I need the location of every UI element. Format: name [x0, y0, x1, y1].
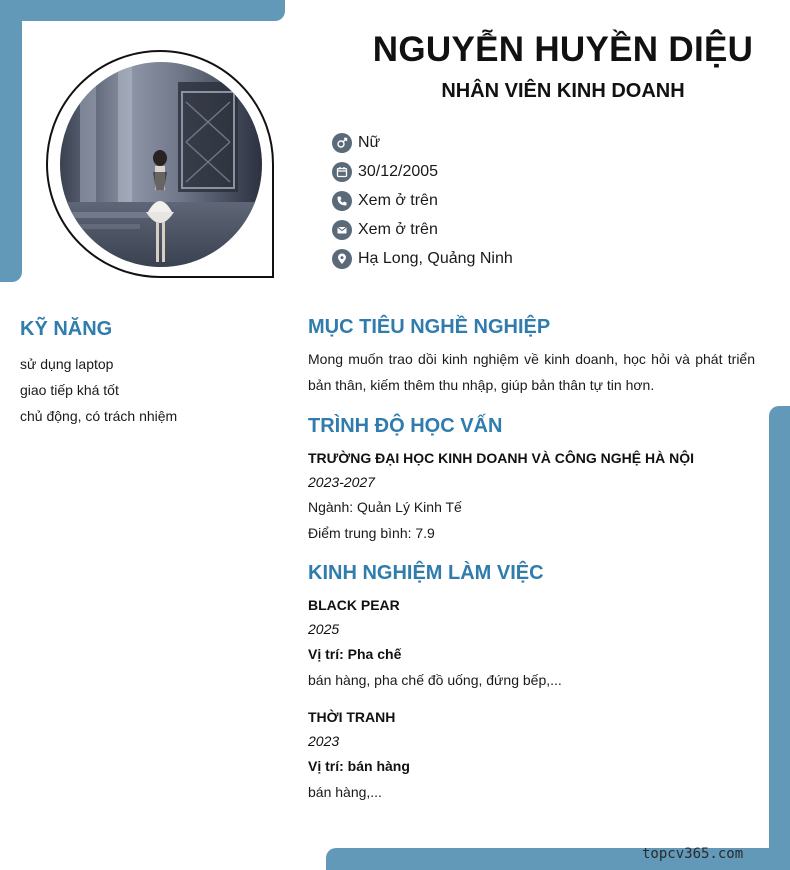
- contact-address: [332, 244, 513, 273]
- contact-text: Hạ Long, Quảng Ninh: [358, 249, 513, 267]
- skill-item: giao tiếp khá tốt: [20, 382, 119, 398]
- decor-bar-left: [0, 0, 22, 282]
- company-name: THỜI TRANH: [308, 709, 396, 725]
- contact-list: [332, 128, 513, 273]
- job-role: Vị trí: bán hàng: [308, 758, 410, 774]
- skills-heading: KỸ NĂNG: [20, 318, 113, 340]
- calendar-icon: [332, 162, 352, 182]
- avatar: [60, 62, 262, 267]
- candidate-name: NGUYỄN HUYỀN DIỆU: [372, 30, 754, 69]
- skills-list: [20, 351, 177, 429]
- job-period: 2025: [308, 621, 340, 637]
- phone-icon: [332, 191, 352, 211]
- job-period: 2023: [308, 733, 340, 749]
- experience-list: [308, 593, 758, 805]
- objective-text: Mong muốn trao dồi kinh nghiệm về kinh doanh, học hỏi và phát triển bản thân, kiếm thêm thu nhập, giúp bản thân tự tin hơn.: [308, 351, 755, 393]
- experience-item: [308, 593, 758, 693]
- education-period: 2023-2027: [308, 474, 375, 490]
- skill-item: sử dụng laptop: [20, 356, 114, 372]
- job-title: NHÂN VIÊN KINH DOANH: [441, 80, 685, 102]
- contact-text: Xem ở trên: [358, 220, 438, 238]
- contact-email: [332, 215, 513, 244]
- company-name: BLACK PEAR: [308, 597, 400, 613]
- email-icon: [332, 220, 352, 240]
- school-name: TRƯỜNG ĐẠI HỌC KINH DOANH VÀ CÔNG NGHỆ HÀ NỘI: [308, 450, 695, 466]
- education-major: Ngành: Quản Lý Kinh Tế: [308, 499, 462, 515]
- education-gpa: Điểm trung bình: 7.9: [308, 525, 435, 541]
- watermark-text: topcv365.com: [642, 846, 744, 862]
- contact-text: Xem ở trên: [358, 191, 438, 209]
- contact-text: Nữ: [358, 133, 381, 151]
- job-role: Vị trí: Pha chế: [308, 646, 402, 662]
- job-description: bán hàng,...: [308, 784, 382, 800]
- decor-bar-top: [0, 0, 285, 21]
- job-description: bán hàng, pha chế đồ uống, đứng bếp,...: [308, 672, 562, 688]
- skill-item: chủ động, có trách nhiệm: [20, 408, 178, 424]
- contact-text: 30/12/2005: [358, 162, 439, 180]
- gender-icon: [332, 133, 352, 153]
- contact-birthday: [332, 157, 513, 186]
- contact-gender: [332, 128, 513, 157]
- location-icon: [332, 249, 352, 269]
- experience-item: [308, 705, 758, 805]
- education-heading: TRÌNH ĐỘ HỌC VẤN: [308, 415, 503, 437]
- objective-heading: MỤC TIÊU NGHỀ NGHIỆP: [308, 316, 551, 338]
- education-entry: [308, 446, 758, 546]
- experience-heading: KINH NGHIỆM LÀM VIỆC: [308, 562, 544, 584]
- contact-phone: [332, 186, 513, 215]
- decor-bar-right: [769, 406, 790, 870]
